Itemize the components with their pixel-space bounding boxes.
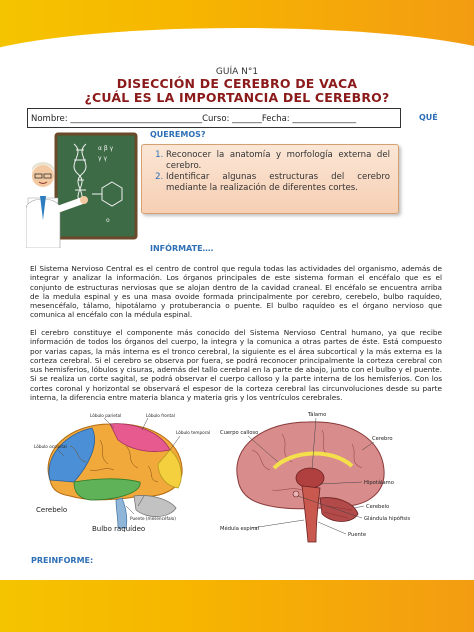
- page-title: DISECCIÓN DE CEREBRO DE VACA: [116, 76, 358, 91]
- svg-text:γ γ: γ γ: [98, 155, 108, 162]
- label-puente-sagital: Puente: [348, 532, 367, 538]
- page-subtitle: ¿CUÁL ES LA IMPORTANCIA DEL CEREBRO?: [84, 90, 390, 105]
- section-heading-que: QUÉ: [419, 113, 438, 122]
- label-glandula-hipofisis: Glándula hipófisis: [364, 516, 411, 522]
- objective-item: 2. Identificar algunas estructuras del cerebro mediante la realización de diferentes cortes.: [166, 172, 390, 193]
- section-heading-queremos: QUEREMOS?: [150, 130, 206, 139]
- label-medula-espinal: Médula espinal: [220, 526, 260, 532]
- label-lobulo-temporal: Lóbulo temporal: [176, 430, 211, 435]
- label-lobulo-parietal: Lóbulo parietal: [90, 413, 122, 418]
- label-cerebelo-sagital: Cerebelo: [366, 504, 390, 510]
- label-puente: Puente (mesencéfalo): [130, 516, 176, 521]
- guide-number: GUÍA N°1: [215, 67, 259, 77]
- student-info-line[interactable]: Nombre: _______________________________Curso: _______Fecha: _______________: [27, 108, 401, 128]
- label-cerebelo: Cerebelo: [36, 506, 68, 514]
- teacher-illustration: [26, 130, 138, 248]
- objectives-box: [141, 144, 399, 214]
- bottom-decorative-band: [0, 580, 474, 632]
- brain-sagittal-diagram: [212, 410, 422, 545]
- label-talamo: Tálamo: [308, 412, 327, 418]
- objective-item: 1. Reconocer la anatomía y morfología externa del cerebro.: [166, 150, 390, 171]
- label-bulbo-raquideo: Bulbo raquídeo: [92, 525, 146, 532]
- brain-lobes-diagram: [30, 410, 215, 532]
- label-cuerpo-calloso: Cuerpo calloso: [220, 430, 259, 436]
- paragraph-nervous-system: El Sistema Nervioso Central es el centro de control que regula todas las actividades del organismo, además de integrar y analizar la información. Los órganos principales de este sistema forman el encéfalo que es el conjunto de estructuras nerviosas que se alojan dentro de la cavidad craneal. El encéfalo se encuentra arriba de la medula espinal y es una masa ovoide formada principalmente por cerebro, cerebelo, bulbo raquídeo, mesencéfalo, tálamo, hipotálamo y protuberancia o puente. El bulbo raquídeo es el órgano nervioso que comunica al encéfalo con la médula espinal.: [30, 264, 442, 320]
- objectives-list: [150, 150, 390, 193]
- section-heading-preinforme: PREINFORME:: [31, 556, 94, 565]
- label-cerebro: Cerebro: [372, 436, 393, 442]
- label-lobulo-frontal: Lóbulo frontal: [146, 413, 175, 418]
- label-lobulo-occipital: Lóbulo occipital: [34, 444, 67, 449]
- svg-text:o: o: [106, 217, 110, 224]
- label-hipotalamo: Hipotálamo: [364, 480, 394, 486]
- svg-text:α β γ: α β γ: [98, 145, 114, 152]
- section-heading-informate: INFÓRMATE….: [150, 244, 214, 253]
- paragraph-brain: El cerebro constituye el componente más conocido del Sistema Nervioso Central humano, ya que recibe información de todos los órganos del cuerpo, la integra y la comunica a otras partes de éste. Está compuesto por varias capas, la más interna es el tronco cerebral, la siguiente es el área subcortical y la más externa es la corteza cerebral. Si el cerebro se observa por fuera, se podrá reconocer principalmente la corteza cerebral con sus hemisferios, lóbulos y cisuras, además del tallo cerebral en la parte de abajo, junto con el bulbo y el puente. Si se realiza un corte sagital, se podrá observar el cuerpo calloso y la parte interna de los hemisferios. Con los cortes coronal y horizontal se observará el espesor de la corteza cerebral las circunvoluciones desde su parte interna, la diferencia entre materia blanca y materia gris y los ventrículos cerebrales.: [30, 328, 442, 403]
